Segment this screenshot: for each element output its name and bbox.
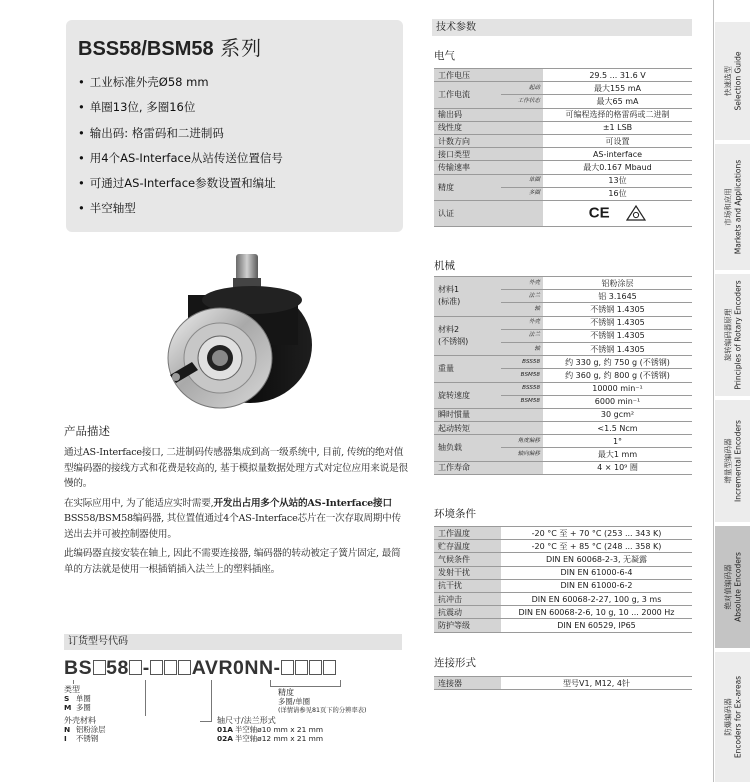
- table-row: 瞬时惯量 30 gcm²: [434, 408, 692, 421]
- table-row: 计数方向 可设置: [434, 134, 692, 147]
- table-row: 轴 不锈钢 1.4305: [434, 303, 692, 316]
- tab-encoders-ex-areas[interactable]: 防爆编码器 Encoders for Ex-areas: [715, 650, 750, 782]
- tab-selection-guide[interactable]: 快速选型 Selection Guide: [715, 20, 750, 140]
- description-heading: 产品描述: [64, 424, 110, 438]
- feature-item: • 单圈13位, 多圈16位: [78, 100, 283, 125]
- feature-panel: [66, 20, 403, 232]
- tab-principles-rotary-encoders[interactable]: 旋转编码器原理 Principles of Rotary Encoders: [715, 272, 750, 396]
- order-code-heading: 订货型号代码: [64, 634, 402, 650]
- product-title: BSS58/BSM58 系列: [78, 38, 263, 60]
- electrical-table: [434, 68, 692, 227]
- ctick-certification-icon: [626, 205, 646, 221]
- feature-item: • 可通过AS-Interface参数设置和编址: [78, 176, 283, 201]
- feature-item: • 半空轴型: [78, 201, 283, 226]
- table-row: 重量 BSS58 约 330 g, 约 750 g (不锈钢): [434, 356, 692, 369]
- tab-absolute-encoders[interactable]: 绝对值编码器 Absolute Encoders: [715, 524, 750, 648]
- table-row: 轴负载 角度偏移 1°: [434, 435, 692, 448]
- description-paragraph: 在实际应用中, 为了能适应实时需要,开发出占用多个从站的AS-Interface接口BSS58/BSM58编码器, 其位置值通过4个AS-Interface芯片在一次存取周期中传送出去并可被控制器使用。: [64, 497, 401, 540]
- electrical-title: 电气: [434, 50, 455, 62]
- table-row: 多圈 16位: [434, 187, 692, 200]
- table-row: 精度 单圈 13位: [434, 174, 692, 187]
- table-row: 工作温度 -20 °C 至 + 70 °C (253 ... 343 K): [434, 527, 692, 540]
- order-code: BS 58 - AVR0NN-: [64, 657, 337, 680]
- table-row: 输出码 可编程选择的格雷码或二进制: [434, 108, 692, 121]
- table-row: 线性度 ±1 LSB: [434, 121, 692, 134]
- table-row: 工作寿命 4 × 10⁹ 圈: [434, 461, 692, 474]
- table-row: 旋转速度 BSS58 10000 min⁻¹: [434, 382, 692, 395]
- table-row: 工作状态 最大65 mA: [434, 95, 692, 108]
- table-row: 认证 CE: [434, 200, 692, 226]
- feature-item: • 工业标准外壳Ø58 mm: [78, 75, 283, 100]
- housing-legend: 外壳材料 N 铝粉涂层 I 不锈钢: [64, 716, 106, 743]
- table-row: 材料2 (不锈钢) 外壳 不锈钢 1.4305: [434, 316, 692, 329]
- table-row: 接口类型 AS-interface: [434, 148, 692, 161]
- description-paragraph: 通过AS-Interface接口, 二进制码传感器集成到高一级系统中, 目前, 传统的绝对值型编码器的接线方式和花费是较高的, 基于模拟量数据处理方式对定位应用来说是很慢的。: [64, 447, 408, 489]
- table-row: BSM58 6000 min⁻¹: [434, 395, 692, 408]
- table-row: 连接器 型号V1, M12, 4针: [434, 677, 692, 690]
- connection-title: 连接形式: [434, 657, 476, 669]
- table-row: BSM58 约 360 g, 约 800 g (不锈钢): [434, 369, 692, 382]
- ce-mark-icon: CE: [588, 204, 610, 222]
- product-description: [64, 423, 409, 581]
- feature-item: • 输出码: 格雷码和二进制码: [78, 126, 283, 151]
- tab-divider: [713, 0, 714, 782]
- table-row: 法兰 铝 3.1645: [434, 290, 692, 303]
- encoder-product-image: [140, 250, 340, 425]
- table-row: 法兰 不锈钢 1.4305: [434, 329, 692, 342]
- table-row: 工作电流 起动 最大155 mA: [434, 82, 692, 95]
- feature-list: [78, 75, 283, 227]
- precision-legend: 精度 多圈/单圈 (详情请参见81页下的分辨率表): [278, 688, 367, 714]
- table-row: 材料1 (标准) 外壳 铝粉涂层: [434, 277, 692, 290]
- table-row: 传输速率 最大0.167 Mbaud: [434, 161, 692, 174]
- table-row: 气候条件 DIN EN 60068-2-3, 无凝露: [434, 553, 692, 566]
- table-row: 起动转矩 <1.5 Ncm: [434, 422, 692, 435]
- table-row: 轴 不锈钢 1.4305: [434, 342, 692, 355]
- tab-markets-applications[interactable]: 市场和应用 Markets and Applications: [715, 142, 750, 270]
- shaft-legend: 轴尺寸/法兰形式 01A 半空轴ø10 mm x 21 mm 02A 半空轴ø12 mm x 21 mm: [217, 716, 324, 743]
- table-row: 发射干扰 DIN EN 61000-6-4: [434, 566, 692, 579]
- tech-params-heading: 技术参数: [432, 19, 692, 36]
- table-row: 工作电压 29.5 ... 31.6 V: [434, 69, 692, 82]
- table-row: 抗冲击 DIN EN 60068-2-27, 100 g, 3 ms: [434, 592, 692, 605]
- connection-table: [434, 676, 692, 690]
- type-legend: 类型 S 单圈 M 多圈: [64, 685, 91, 712]
- feature-item: • 用4个AS-Interface从站传送位置信号: [78, 151, 283, 176]
- table-row: 贮存温度 -20 °C 至 + 85 °C (248 ... 358 K): [434, 540, 692, 553]
- table-row: 抗干扰 DIN EN 61000-6-2: [434, 579, 692, 592]
- description-paragraph: 此编码器直接安装在轴上, 因此不需要连接器, 编码器的转动被定子簧片固定, 最简单的方法就是使用一根插销插入法兰上的塑料插座。: [64, 548, 401, 575]
- table-row: 轴向偏移 最大1 mm: [434, 448, 692, 461]
- mechanical-title: 机械: [434, 260, 455, 272]
- environment-title: 环境条件: [434, 508, 476, 520]
- table-row: 防护等级 DIN EN 60529, IP65: [434, 619, 692, 632]
- environment-table: [434, 526, 692, 633]
- tab-incremental-encoders[interactable]: 增量型编码器 Incremental Encoders: [715, 398, 750, 522]
- table-row: 抗震动 DIN EN 60068-2-6, 10 g, 10 ... 2000 Hz: [434, 606, 692, 619]
- mechanical-table: [434, 276, 692, 475]
